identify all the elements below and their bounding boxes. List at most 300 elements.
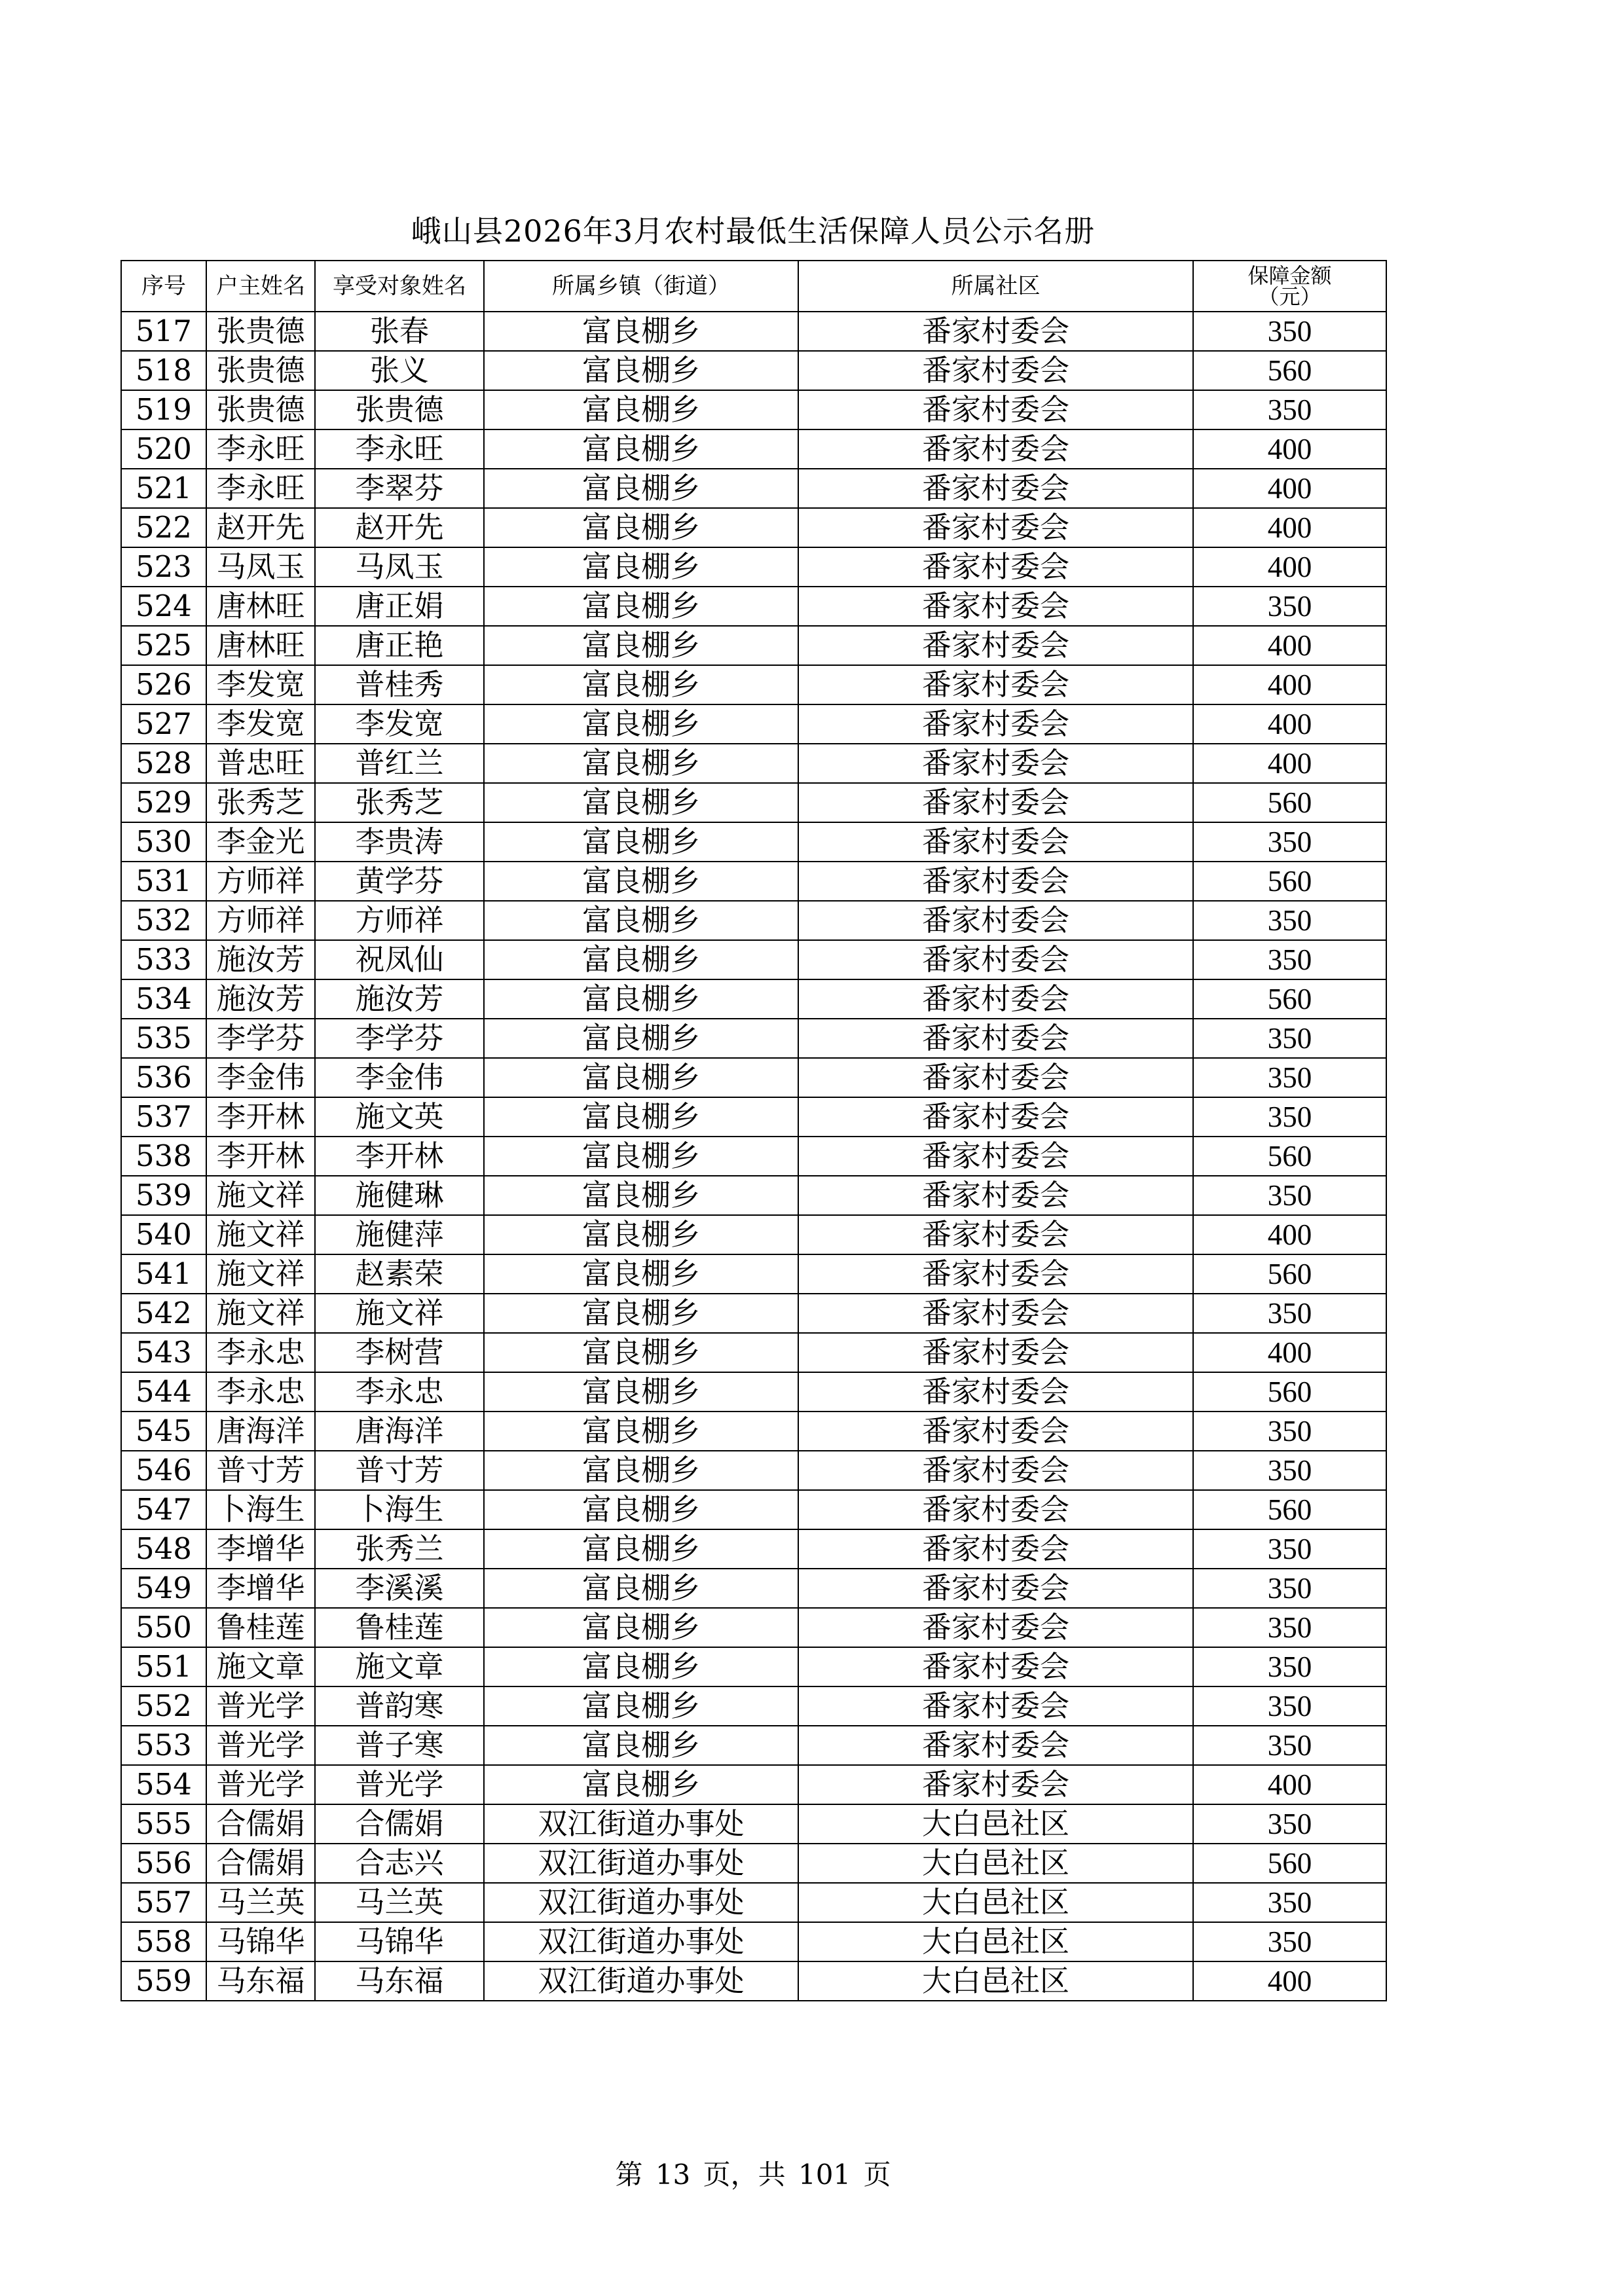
- cell-head-name: 李永忠: [206, 1333, 315, 1372]
- cell-township: 富良棚乡: [484, 1097, 798, 1137]
- cell-amount: 400: [1193, 1215, 1386, 1254]
- cell-community: 番家村委会: [798, 704, 1193, 744]
- cell-township: 富良棚乡: [484, 822, 798, 862]
- cell-community: 番家村委会: [798, 1451, 1193, 1490]
- table-row: [121, 1490, 1386, 1529]
- cell-amount: 350: [1193, 1097, 1386, 1137]
- cell-beneficiary: 张秀芝: [315, 783, 484, 822]
- cell-township: 富良棚乡: [484, 547, 798, 587]
- cell-beneficiary: 卜海生: [315, 1490, 484, 1529]
- table-row: [121, 1961, 1386, 2001]
- cell-community: 番家村委会: [798, 1294, 1193, 1333]
- cell-amount: 350: [1193, 1412, 1386, 1451]
- cell-township: 双江街道办事处: [484, 1883, 798, 1922]
- table-row: [121, 704, 1386, 744]
- cell-head-name: 施文章: [206, 1647, 315, 1686]
- table-row: [121, 783, 1386, 822]
- cell-community: 番家村委会: [798, 1686, 1193, 1726]
- cell-beneficiary: 施健萍: [315, 1215, 484, 1254]
- cell-head-name: 合儒娟: [206, 1844, 315, 1883]
- cell-no: 551: [121, 1647, 206, 1686]
- cell-no: 531: [121, 862, 206, 901]
- cell-community: 番家村委会: [798, 1058, 1193, 1097]
- cell-township: 富良棚乡: [484, 1726, 798, 1765]
- cell-beneficiary: 张秀兰: [315, 1529, 484, 1569]
- cell-township: 富良棚乡: [484, 626, 798, 665]
- cell-beneficiary: 马锦华: [315, 1922, 484, 1961]
- cell-township: 富良棚乡: [484, 1490, 798, 1529]
- cell-no: 533: [121, 940, 206, 979]
- cell-amount: 560: [1193, 1254, 1386, 1294]
- cell-amount: 350: [1193, 1608, 1386, 1647]
- cell-amount: 400: [1193, 744, 1386, 783]
- cell-community: 番家村委会: [798, 547, 1193, 587]
- table-row: [121, 1647, 1386, 1686]
- table-row: [121, 626, 1386, 665]
- cell-head-name: 马兰英: [206, 1883, 315, 1922]
- cell-beneficiary: 李贵涛: [315, 822, 484, 862]
- cell-amount: 350: [1193, 901, 1386, 940]
- cell-township: 富良棚乡: [484, 390, 798, 429]
- cell-no: 524: [121, 587, 206, 626]
- cell-township: 富良棚乡: [484, 940, 798, 979]
- cell-community: 大白邑社区: [798, 1922, 1193, 1961]
- cell-beneficiary: 施健琳: [315, 1176, 484, 1215]
- cell-no: 550: [121, 1608, 206, 1647]
- page-title: 峨山县2026年3月农村最低生活保障人员公示名册: [411, 213, 1096, 249]
- cell-township: 富良棚乡: [484, 1058, 798, 1097]
- table-row: [121, 744, 1386, 783]
- cell-no: 543: [121, 1333, 206, 1372]
- cell-township: 富良棚乡: [484, 429, 798, 469]
- cell-amount: 350: [1193, 822, 1386, 862]
- table-row: [121, 1019, 1386, 1058]
- cell-township: 富良棚乡: [484, 1765, 798, 1804]
- cell-no: 549: [121, 1569, 206, 1608]
- cell-community: 番家村委会: [798, 1412, 1193, 1451]
- cell-head-name: 方师祥: [206, 901, 315, 940]
- cell-head-name: 马凤玉: [206, 547, 315, 587]
- cell-no: 530: [121, 822, 206, 862]
- cell-amount: 350: [1193, 1726, 1386, 1765]
- cell-head-name: 唐海洋: [206, 1412, 315, 1451]
- cell-amount: 400: [1193, 1765, 1386, 1804]
- cell-amount: 560: [1193, 783, 1386, 822]
- cell-head-name: 张贵德: [206, 390, 315, 429]
- cell-beneficiary: 唐正艳: [315, 626, 484, 665]
- cell-beneficiary: 李金伟: [315, 1058, 484, 1097]
- table-row: [121, 1726, 1386, 1765]
- cell-community: 番家村委会: [798, 469, 1193, 508]
- cell-community: 番家村委会: [798, 1137, 1193, 1176]
- cell-township: 富良棚乡: [484, 1019, 798, 1058]
- cell-beneficiary: 李溪溪: [315, 1569, 484, 1608]
- cell-community: 大白邑社区: [798, 1961, 1193, 2001]
- cell-head-name: 李永忠: [206, 1372, 315, 1412]
- cell-township: 富良棚乡: [484, 1372, 798, 1412]
- table-row: [121, 940, 1386, 979]
- table-row: [121, 1058, 1386, 1097]
- cell-no: 521: [121, 469, 206, 508]
- table-body: [121, 312, 1386, 2001]
- cell-community: 番家村委会: [798, 1490, 1193, 1529]
- table-row: [121, 469, 1386, 508]
- cell-amount: 350: [1193, 1294, 1386, 1333]
- cell-beneficiary: 马兰英: [315, 1883, 484, 1922]
- cell-community: 大白邑社区: [798, 1883, 1193, 1922]
- cell-head-name: 张秀芝: [206, 783, 315, 822]
- cell-head-name: 李增华: [206, 1569, 315, 1608]
- cell-beneficiary: 李翠芬: [315, 469, 484, 508]
- table-row: [121, 1804, 1386, 1844]
- cell-head-name: 施文祥: [206, 1294, 315, 1333]
- cell-community: 番家村委会: [798, 1215, 1193, 1254]
- cell-community: 番家村委会: [798, 626, 1193, 665]
- cell-head-name: 马东福: [206, 1961, 315, 2001]
- cell-township: 双江街道办事处: [484, 1922, 798, 1961]
- cell-amount: 560: [1193, 979, 1386, 1019]
- cell-head-name: 唐林旺: [206, 626, 315, 665]
- cell-amount: 400: [1193, 626, 1386, 665]
- cell-township: 富良棚乡: [484, 979, 798, 1019]
- cell-amount: 560: [1193, 1844, 1386, 1883]
- cell-no: 520: [121, 429, 206, 469]
- cell-beneficiary: 施文章: [315, 1647, 484, 1686]
- cell-no: 554: [121, 1765, 206, 1804]
- cell-beneficiary: 张贵德: [315, 390, 484, 429]
- cell-beneficiary: 合志兴: [315, 1844, 484, 1883]
- cell-beneficiary: 普光学: [315, 1765, 484, 1804]
- cell-beneficiary: 方师祥: [315, 901, 484, 940]
- table-row: [121, 351, 1386, 390]
- header-head-name: 户主姓名: [206, 261, 315, 312]
- cell-amount: 400: [1193, 665, 1386, 704]
- cell-township: 富良棚乡: [484, 1176, 798, 1215]
- cell-beneficiary: 李树营: [315, 1333, 484, 1372]
- cell-no: 518: [121, 351, 206, 390]
- cell-beneficiary: 合儒娟: [315, 1804, 484, 1844]
- table-row: [121, 1569, 1386, 1608]
- cell-no: 555: [121, 1804, 206, 1844]
- header-amount-line1: 保障金额: [1247, 263, 1332, 288]
- cell-no: 536: [121, 1058, 206, 1097]
- table-row: [121, 665, 1386, 704]
- cell-head-name: 普光学: [206, 1765, 315, 1804]
- table-row: [121, 979, 1386, 1019]
- cell-beneficiary: 唐正娟: [315, 587, 484, 626]
- cell-community: 番家村委会: [798, 862, 1193, 901]
- cell-township: 富良棚乡: [484, 1215, 798, 1254]
- cell-township: 富良棚乡: [484, 508, 798, 547]
- table-row: [121, 1333, 1386, 1372]
- cell-township: 富良棚乡: [484, 351, 798, 390]
- cell-amount: 350: [1193, 1451, 1386, 1490]
- cell-community: 番家村委会: [798, 901, 1193, 940]
- table-row: [121, 862, 1386, 901]
- cell-no: 539: [121, 1176, 206, 1215]
- header-beneficiary: 享受对象姓名: [315, 261, 484, 312]
- cell-township: 富良棚乡: [484, 704, 798, 744]
- table-row: [121, 1137, 1386, 1176]
- cell-beneficiary: 普韵寒: [315, 1686, 484, 1726]
- cell-beneficiary: 施文祥: [315, 1294, 484, 1333]
- cell-community: 番家村委会: [798, 665, 1193, 704]
- cell-township: 富良棚乡: [484, 862, 798, 901]
- cell-no: 519: [121, 390, 206, 429]
- cell-beneficiary: 马东福: [315, 1961, 484, 2001]
- table-header: [121, 261, 1386, 312]
- cell-no: 542: [121, 1294, 206, 1333]
- cell-community: 番家村委会: [798, 1333, 1193, 1372]
- cell-amount: 350: [1193, 1804, 1386, 1844]
- cell-head-name: 李增华: [206, 1529, 315, 1569]
- cell-amount: 350: [1193, 1058, 1386, 1097]
- cell-no: 548: [121, 1529, 206, 1569]
- cell-amount: 400: [1193, 508, 1386, 547]
- cell-no: 526: [121, 665, 206, 704]
- cell-amount: 400: [1193, 547, 1386, 587]
- cell-head-name: 李学芬: [206, 1019, 315, 1058]
- cell-beneficiary: 马凤玉: [315, 547, 484, 587]
- cell-community: 番家村委会: [798, 783, 1193, 822]
- cell-amount: 400: [1193, 429, 1386, 469]
- cell-head-name: 唐林旺: [206, 587, 315, 626]
- cell-no: 528: [121, 744, 206, 783]
- cell-no: 547: [121, 1490, 206, 1529]
- cell-head-name: 施文祥: [206, 1215, 315, 1254]
- table-row: [121, 547, 1386, 587]
- cell-community: 番家村委会: [798, 1765, 1193, 1804]
- cell-community: 番家村委会: [798, 1097, 1193, 1137]
- cell-head-name: 普寸芳: [206, 1451, 315, 1490]
- cell-beneficiary: 张义: [315, 351, 484, 390]
- cell-head-name: 施文祥: [206, 1254, 315, 1294]
- cell-township: 富良棚乡: [484, 744, 798, 783]
- cell-amount: 560: [1193, 1490, 1386, 1529]
- cell-community: 番家村委会: [798, 940, 1193, 979]
- cell-amount: 400: [1193, 1961, 1386, 2001]
- header-no: 序号: [121, 261, 206, 312]
- table-row: [121, 1922, 1386, 1961]
- cell-beneficiary: 黄学芬: [315, 862, 484, 901]
- cell-head-name: 李金伟: [206, 1058, 315, 1097]
- cell-township: 富良棚乡: [484, 1254, 798, 1294]
- cell-head-name: 张贵德: [206, 312, 315, 351]
- cell-no: 529: [121, 783, 206, 822]
- cell-no: 535: [121, 1019, 206, 1058]
- cell-beneficiary: 祝凤仙: [315, 940, 484, 979]
- cell-head-name: 马锦华: [206, 1922, 315, 1961]
- cell-beneficiary: 李永忠: [315, 1372, 484, 1412]
- cell-beneficiary: 普桂秀: [315, 665, 484, 704]
- cell-head-name: 张贵德: [206, 351, 315, 390]
- cell-head-name: 合儒娟: [206, 1804, 315, 1844]
- table-row: [121, 822, 1386, 862]
- table-row: [121, 587, 1386, 626]
- table-row: [121, 429, 1386, 469]
- cell-township: 富良棚乡: [484, 901, 798, 940]
- cell-township: 富良棚乡: [484, 1647, 798, 1686]
- table-row: [121, 1254, 1386, 1294]
- cell-community: 大白邑社区: [798, 1804, 1193, 1844]
- cell-community: 番家村委会: [798, 1529, 1193, 1569]
- cell-amount: 350: [1193, 587, 1386, 626]
- cell-township: 富良棚乡: [484, 1686, 798, 1726]
- cell-community: 番家村委会: [798, 429, 1193, 469]
- table-row: [121, 312, 1386, 351]
- cell-beneficiary: 鲁桂莲: [315, 1608, 484, 1647]
- cell-community: 大白邑社区: [798, 1844, 1193, 1883]
- cell-community: 番家村委会: [798, 1372, 1193, 1412]
- table-row: [121, 1529, 1386, 1569]
- cell-no: 522: [121, 508, 206, 547]
- cell-community: 番家村委会: [798, 1176, 1193, 1215]
- cell-community: 番家村委会: [798, 390, 1193, 429]
- cell-head-name: 李永旺: [206, 469, 315, 508]
- cell-no: 517: [121, 312, 206, 351]
- table-row: [121, 1097, 1386, 1137]
- cell-beneficiary: 李学芬: [315, 1019, 484, 1058]
- cell-head-name: 李金光: [206, 822, 315, 862]
- cell-beneficiary: 普寸芳: [315, 1451, 484, 1490]
- cell-township: 富良棚乡: [484, 1529, 798, 1569]
- cell-head-name: 方师祥: [206, 862, 315, 901]
- cell-community: 番家村委会: [798, 1726, 1193, 1765]
- cell-beneficiary: 施汝芳: [315, 979, 484, 1019]
- cell-no: 557: [121, 1883, 206, 1922]
- cell-no: 545: [121, 1412, 206, 1451]
- cell-beneficiary: 赵素荣: [315, 1254, 484, 1294]
- cell-beneficiary: 唐海洋: [315, 1412, 484, 1451]
- cell-head-name: 施汝芳: [206, 979, 315, 1019]
- cell-amount: 350: [1193, 312, 1386, 351]
- cell-community: 番家村委会: [798, 1569, 1193, 1608]
- cell-beneficiary: 赵开先: [315, 508, 484, 547]
- cell-township: 富良棚乡: [484, 1412, 798, 1451]
- cell-beneficiary: 李永旺: [315, 429, 484, 469]
- cell-community: 番家村委会: [798, 744, 1193, 783]
- cell-township: 双江街道办事处: [484, 1804, 798, 1844]
- cell-township: 富良棚乡: [484, 1608, 798, 1647]
- cell-no: 559: [121, 1961, 206, 2001]
- cell-township: 富良棚乡: [484, 665, 798, 704]
- cell-no: 523: [121, 547, 206, 587]
- cell-head-name: 李发宽: [206, 704, 315, 744]
- cell-township: 富良棚乡: [484, 312, 798, 351]
- table-row: [121, 901, 1386, 940]
- header-amount: [1193, 261, 1386, 312]
- cell-amount: 350: [1193, 1883, 1386, 1922]
- cell-township: 富良棚乡: [484, 783, 798, 822]
- table-row: [121, 1412, 1386, 1451]
- cell-head-name: 鲁桂莲: [206, 1608, 315, 1647]
- cell-amount: 560: [1193, 1137, 1386, 1176]
- cell-community: 番家村委会: [798, 1647, 1193, 1686]
- cell-beneficiary: 张春: [315, 312, 484, 351]
- cell-head-name: 李开林: [206, 1097, 315, 1137]
- cell-beneficiary: 施文英: [315, 1097, 484, 1137]
- cell-township: 富良棚乡: [484, 469, 798, 508]
- cell-no: 558: [121, 1922, 206, 1961]
- cell-amount: 350: [1193, 1686, 1386, 1726]
- table-row: [121, 1176, 1386, 1215]
- cell-no: 525: [121, 626, 206, 665]
- cell-head-name: 李开林: [206, 1137, 315, 1176]
- cell-no: 541: [121, 1254, 206, 1294]
- page-footer: 第 13 页，共 101 页: [615, 2159, 891, 2191]
- cell-community: 番家村委会: [798, 1019, 1193, 1058]
- cell-township: 富良棚乡: [484, 1137, 798, 1176]
- table-row: [121, 1844, 1386, 1883]
- cell-amount: 400: [1193, 1333, 1386, 1372]
- cell-township: 双江街道办事处: [484, 1844, 798, 1883]
- table-row: [121, 508, 1386, 547]
- table-row: [121, 1294, 1386, 1333]
- header-amount-line2: （元）: [1258, 284, 1321, 309]
- cell-head-name: 普忠旺: [206, 744, 315, 783]
- cell-amount: 400: [1193, 469, 1386, 508]
- table-row: [121, 1372, 1386, 1412]
- cell-no: 534: [121, 979, 206, 1019]
- cell-community: 番家村委会: [798, 351, 1193, 390]
- cell-township: 双江街道办事处: [484, 1961, 798, 2001]
- cell-township: 富良棚乡: [484, 1569, 798, 1608]
- cell-no: 544: [121, 1372, 206, 1412]
- cell-amount: 560: [1193, 862, 1386, 901]
- table-row: [121, 390, 1386, 429]
- cell-township: 富良棚乡: [484, 1294, 798, 1333]
- cell-head-name: 普光学: [206, 1686, 315, 1726]
- cell-no: 532: [121, 901, 206, 940]
- cell-amount: 350: [1193, 1569, 1386, 1608]
- cell-township: 富良棚乡: [484, 1451, 798, 1490]
- cell-amount: 350: [1193, 940, 1386, 979]
- cell-beneficiary: 李开林: [315, 1137, 484, 1176]
- roster-table: [120, 260, 1387, 2001]
- table-row: [121, 1451, 1386, 1490]
- cell-community: 番家村委会: [798, 822, 1193, 862]
- cell-head-name: 李发宽: [206, 665, 315, 704]
- cell-community: 番家村委会: [798, 508, 1193, 547]
- cell-amount: 400: [1193, 704, 1386, 744]
- cell-head-name: 赵开先: [206, 508, 315, 547]
- table-row: [121, 1765, 1386, 1804]
- cell-no: 540: [121, 1215, 206, 1254]
- cell-beneficiary: 普红兰: [315, 744, 484, 783]
- cell-head-name: 卜海生: [206, 1490, 315, 1529]
- cell-amount: 350: [1193, 1922, 1386, 1961]
- cell-head-name: 普光学: [206, 1726, 315, 1765]
- header-community: 所属社区: [798, 261, 1193, 312]
- cell-community: 番家村委会: [798, 979, 1193, 1019]
- header-township: 所属乡镇（街道）: [484, 261, 798, 312]
- cell-no: 552: [121, 1686, 206, 1726]
- cell-no: 537: [121, 1097, 206, 1137]
- cell-no: 553: [121, 1726, 206, 1765]
- cell-amount: 350: [1193, 1529, 1386, 1569]
- cell-amount: 350: [1193, 1647, 1386, 1686]
- cell-head-name: 施汝芳: [206, 940, 315, 979]
- cell-no: 556: [121, 1844, 206, 1883]
- cell-no: 527: [121, 704, 206, 744]
- cell-amount: 560: [1193, 1372, 1386, 1412]
- table-row: [121, 1215, 1386, 1254]
- cell-amount: 350: [1193, 1019, 1386, 1058]
- cell-community: 番家村委会: [798, 1608, 1193, 1647]
- cell-amount: 560: [1193, 351, 1386, 390]
- cell-township: 富良棚乡: [484, 587, 798, 626]
- cell-beneficiary: 普子寒: [315, 1726, 484, 1765]
